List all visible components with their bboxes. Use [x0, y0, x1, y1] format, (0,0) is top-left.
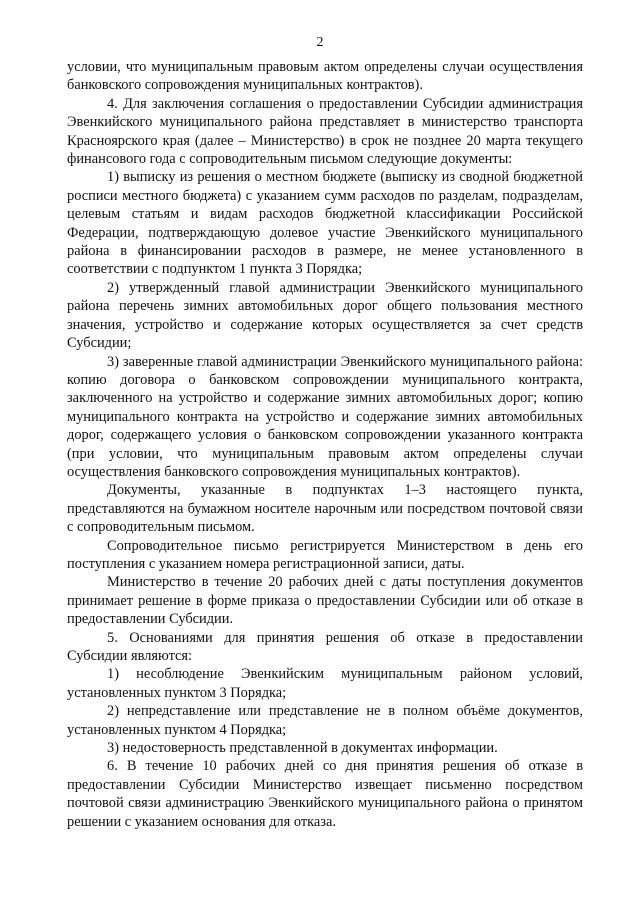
- paragraph-item-4: 4. Для заключения соглашения о предоставлении Субсидии администрация Эвенкийского муниципального района представляет в министерство транспорта Красноярского края (далее – Министерство) в срок не позднее 20 марта текущего финансового года с сопроводительным письмом следующие документы:: [67, 95, 583, 168]
- paragraph-item-6: 6. В течение 10 рабочих дней со дня принятия решения об отказе в предоставлении Субсидии Министерство извещает письменно посредством почтовой связи администрацию Эвенкийского муниципального района о принятом решении с указанием основания для отказа.: [67, 758, 583, 830]
- paragraph-subitem-5-1: 1) несоблюдение Эвенкийским муниципальным районом условий, установленных пунктом 3 Порядка;: [67, 666, 583, 701]
- paragraph-subitem-4-3: 3) заверенные главой администрации Эвенкийского муниципального района: копию договора о банковском сопровождении муниципального контракта, заключенного на устройство и содержание зимних автомобильных дорог; копию муниципального контракта на устройство и содержание зимних автомобильных дорог, содержащего условия о банковском сопровождении указанного контракта (при условии, что муниципальным правовым актом определены случаи осуществления банковского сопровождения муниципальных контрактов).: [67, 353, 583, 480]
- paragraph-subitem-5-3: 3) недостоверность представленной в документах информации.: [107, 740, 498, 757]
- paragraph-subitem-4-1: 1) выписку из решения о местном бюджете (выписку из сводной бюджетной росписи местного бюджета) с указанием сумм расходов по разделам, подразделам, целевым статьям и видам расходов бюджетной классификации Российской Федерации, подтверждающую долевое участие Эвенкийского муниципального района в финансировании расходов в размере, не менее установленного в соответствии с подпунктом 1 пункта 3 Порядка;: [67, 169, 583, 278]
- paragraph-decision: Министерство в течение 20 рабочих дней с даты поступления документов принимает решение в форме приказа о предоставлении Субсидии или об отказе в предоставлении Субсидии.: [67, 574, 583, 628]
- paragraph-subitem-4-2: 2) утвержденный главой администрации Эвенкийского муниципального района перечень зимних автомобильных дорог общего пользования местного значения, устройство и содержание которых осуществляется за счет средств Субсидии;: [67, 279, 583, 352]
- page-number: 2: [316, 35, 324, 50]
- paragraph-continuation: условии, что муниципальным правовым актом определены случаи осуществления банковского сопровождения муниципальных контрактов).: [67, 59, 583, 94]
- paragraph-documents-submission: Документы, указанные в подпунктах 1–3 настоящего пункта, представляются на бумажном носителе нарочным или посредством почтовой связи с сопроводительным письмом.: [67, 482, 583, 536]
- paragraph-registration: Сопроводительное письмо регистрируется Министерством в день его поступления с указанием номера регистрационной записи, даты.: [67, 537, 583, 572]
- paragraph-item-5: 5. Основаниями для принятия решения об отказе в предоставлении Субсидии являются:: [67, 629, 583, 664]
- paragraph-subitem-5-2: 2) непредставление или представление не в полном объёме документов, установленных пунктом 4 Порядка;: [67, 703, 583, 738]
- document-body: [67, 58, 583, 831]
